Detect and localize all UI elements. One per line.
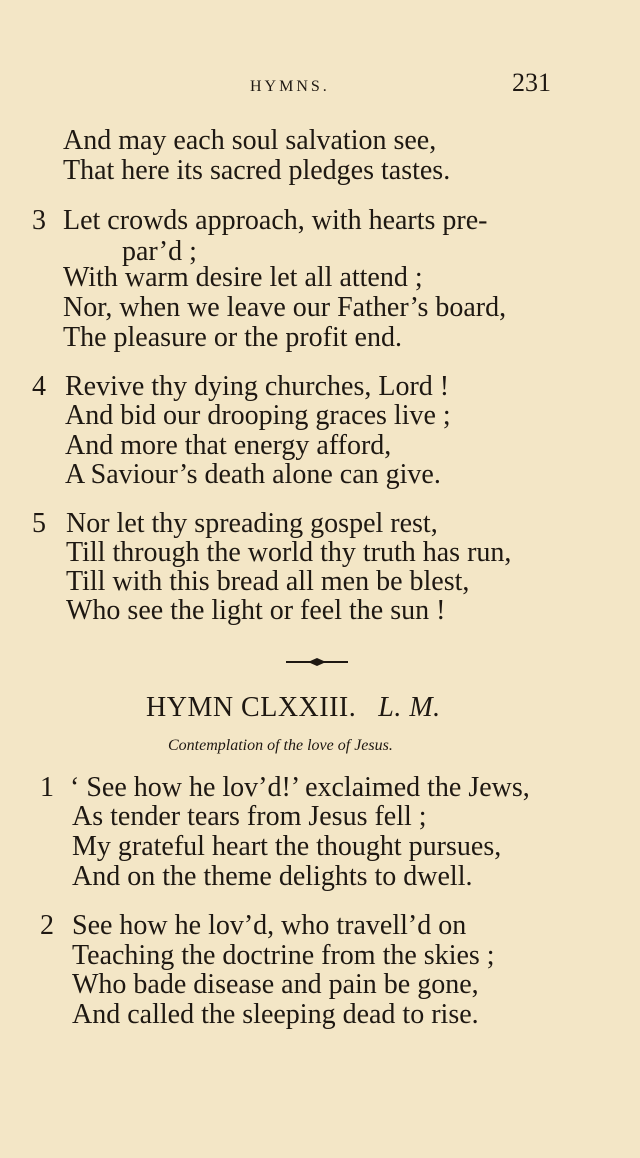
verse-line: As tender tears from Jesus fell ;	[72, 801, 427, 832]
verse-line: Till through the world thy truth has run,	[66, 537, 512, 568]
stanza-number: 1	[40, 772, 54, 803]
verse-line: par’d ;	[122, 236, 197, 267]
stanza-number: 4	[32, 371, 46, 402]
stanza-number: 3	[32, 205, 46, 236]
verse-line: Till with this bread all men be blest,	[66, 566, 470, 597]
verse-line: ‘ See how he lov’d!’ exclaimed the Jews,	[70, 772, 530, 803]
ornament-divider	[286, 656, 348, 668]
verse-line: Who see the light or feel the sun !	[66, 595, 446, 626]
verse-line: Who bade disease and pain be gone,	[72, 969, 479, 1000]
hymn-meter: L. M.	[378, 692, 441, 723]
hymn-number: HYMN CLXXIII.	[146, 692, 357, 723]
verse-line: With warm desire let all attend ;	[63, 262, 423, 293]
verse-line: And on the theme delights to dwell.	[72, 861, 473, 892]
verse-line: And called the sleeping dead to rise.	[72, 999, 479, 1030]
running-head: HYMNS.	[250, 78, 330, 95]
page-number: 231	[512, 68, 551, 97]
verse-line: See how he lov’d, who travell’d on	[72, 910, 467, 941]
verse-line: Revive thy dying churches, Lord !	[65, 371, 450, 402]
verse-line: Teaching the doctrine from the skies ;	[72, 940, 495, 971]
hymn-subtitle: Contemplation of the love of Jesus.	[168, 737, 393, 754]
stanza-number: 2	[40, 910, 54, 941]
verse-line: And may each soul salvation see,	[63, 125, 437, 156]
verse-line: That here its sacred pledges tastes.	[63, 155, 451, 186]
hymn-title	[146, 692, 441, 724]
verse-line: The pleasure or the profit end.	[63, 322, 402, 353]
verse-line: Let crowds approach, with hearts pre-	[63, 205, 488, 236]
stanza-number: 5	[32, 508, 46, 539]
verse-line: My grateful heart the thought pursues,	[72, 831, 502, 862]
verse-line: And more that energy afford,	[65, 430, 392, 461]
verse-line: Nor, when we leave our Father’s board,	[63, 292, 507, 323]
verse-line: A Saviour’s death alone can give.	[65, 459, 441, 490]
verse-line: Nor let thy spreading gospel rest,	[66, 508, 438, 539]
verse-line: And bid our drooping graces live ;	[65, 400, 451, 431]
